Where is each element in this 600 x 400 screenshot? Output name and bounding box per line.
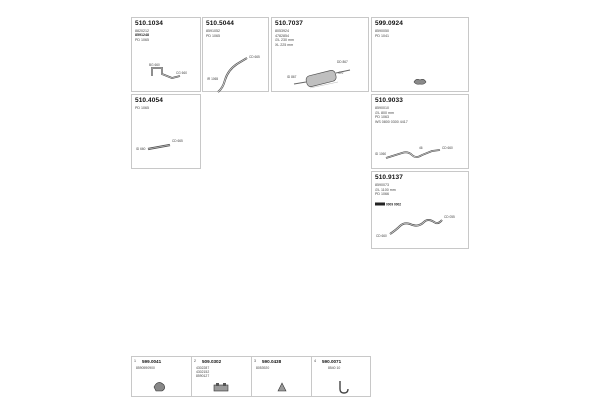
ref-line: 8591248	[135, 33, 149, 37]
pipe-drawing	[132, 95, 202, 170]
clamp-icon	[132, 357, 192, 398]
part-card-510-5044[interactable]	[202, 17, 269, 92]
ref-line: ∅L 800 mm	[375, 110, 394, 115]
rubber-hanger-drawing	[372, 18, 470, 93]
pipe-drawing	[372, 172, 470, 250]
ref-line: XL 225 mm	[275, 42, 294, 47]
dimension-label: CD 660	[376, 234, 387, 238]
dimension-label: IR 1065	[207, 77, 219, 81]
pipe-drawing	[372, 95, 470, 170]
part-number: 599.0924	[375, 20, 403, 27]
part-card-510-4054[interactable]	[131, 94, 201, 169]
accessory-item[interactable]	[252, 357, 312, 396]
ref-line: 4302287	[196, 366, 210, 370]
part-card-510-7037[interactable]	[271, 17, 369, 92]
ref-line: ∅L 230 mm	[275, 38, 294, 42]
gasket-icon	[252, 357, 312, 398]
ref-line: 8590073	[375, 183, 389, 187]
ref-line: 8590127	[196, 374, 210, 378]
item-index: 4	[314, 359, 316, 363]
dimension-label: BG 660	[149, 63, 160, 67]
part-number: 590.0071	[322, 358, 342, 364]
dimension-label: CG 660	[176, 71, 187, 75]
part-number: 510.5044	[206, 20, 234, 27]
ref-line: PD 1065	[135, 106, 149, 110]
dimension-label: ID 660	[136, 147, 146, 151]
part-number: 590.0438	[262, 358, 282, 364]
ref-line: 8591052	[206, 29, 220, 33]
ref-line: PD 1065	[135, 37, 149, 42]
tailpipe-drawing	[132, 18, 202, 93]
ref-line: 8590010	[375, 106, 389, 110]
ref-line: PD 1066	[375, 192, 389, 196]
part-number: 599.0041	[142, 358, 162, 364]
accessory-item[interactable]	[192, 357, 252, 396]
ref-line: PD 1065	[206, 33, 220, 38]
ref-line: 8590590900	[136, 366, 155, 370]
ref-line: WS 0800 0300 4417	[375, 119, 408, 124]
dimension-label: CD 055	[444, 215, 455, 219]
part-card-510-9137[interactable]	[371, 171, 469, 249]
bracket-icon	[192, 357, 252, 398]
ref-line: 8820212	[135, 29, 149, 33]
dimension-label: DD 867	[337, 60, 348, 64]
dimension-label: CD 665	[172, 139, 183, 143]
highlight-label: 0009 0002	[386, 202, 402, 207]
highlight-bar	[375, 203, 385, 206]
dimension-label: 46	[419, 146, 423, 150]
part-number: 510.7037	[275, 20, 303, 27]
part-card-510-1034[interactable]	[131, 17, 201, 92]
dimension-label: ID 867	[287, 75, 297, 79]
part-card-510-9033[interactable]	[371, 94, 469, 169]
hook-icon	[312, 357, 372, 398]
item-index: 3	[254, 359, 256, 363]
ref-line: 8053924	[275, 29, 289, 33]
ref-line: 4782854	[275, 33, 289, 38]
ref-line: 4302152	[196, 370, 210, 374]
dimension-label: CD 665	[249, 55, 260, 59]
item-index: 2	[194, 359, 196, 363]
part-number: 510.4054	[135, 97, 163, 104]
muffler-drawing	[272, 18, 370, 93]
dimension-label: 470	[338, 71, 344, 75]
part-card-599-0924[interactable]	[371, 17, 469, 92]
ref-line: PD 1041	[375, 33, 389, 38]
dimension-label: ID 1060	[375, 152, 387, 156]
item-index: 1	[134, 359, 136, 363]
accessory-item[interactable]	[312, 357, 372, 396]
dimension-label: CD 660	[442, 146, 453, 150]
pipe-drawing	[203, 18, 270, 93]
part-number: 510.9137	[375, 174, 403, 181]
part-number: 510.1034	[135, 20, 163, 27]
accessories-bar	[131, 356, 371, 397]
accessory-item[interactable]	[132, 357, 192, 396]
part-number: 510.9033	[375, 97, 403, 104]
ref-line: 8540 10	[328, 366, 341, 370]
ref-line: ∅L 1100 mm	[375, 187, 396, 192]
ref-line: PD 1063	[375, 115, 389, 119]
part-number: 509.0302	[202, 358, 222, 364]
ref-line: 8590050	[375, 29, 389, 33]
ref-line: 8053920	[256, 366, 270, 370]
